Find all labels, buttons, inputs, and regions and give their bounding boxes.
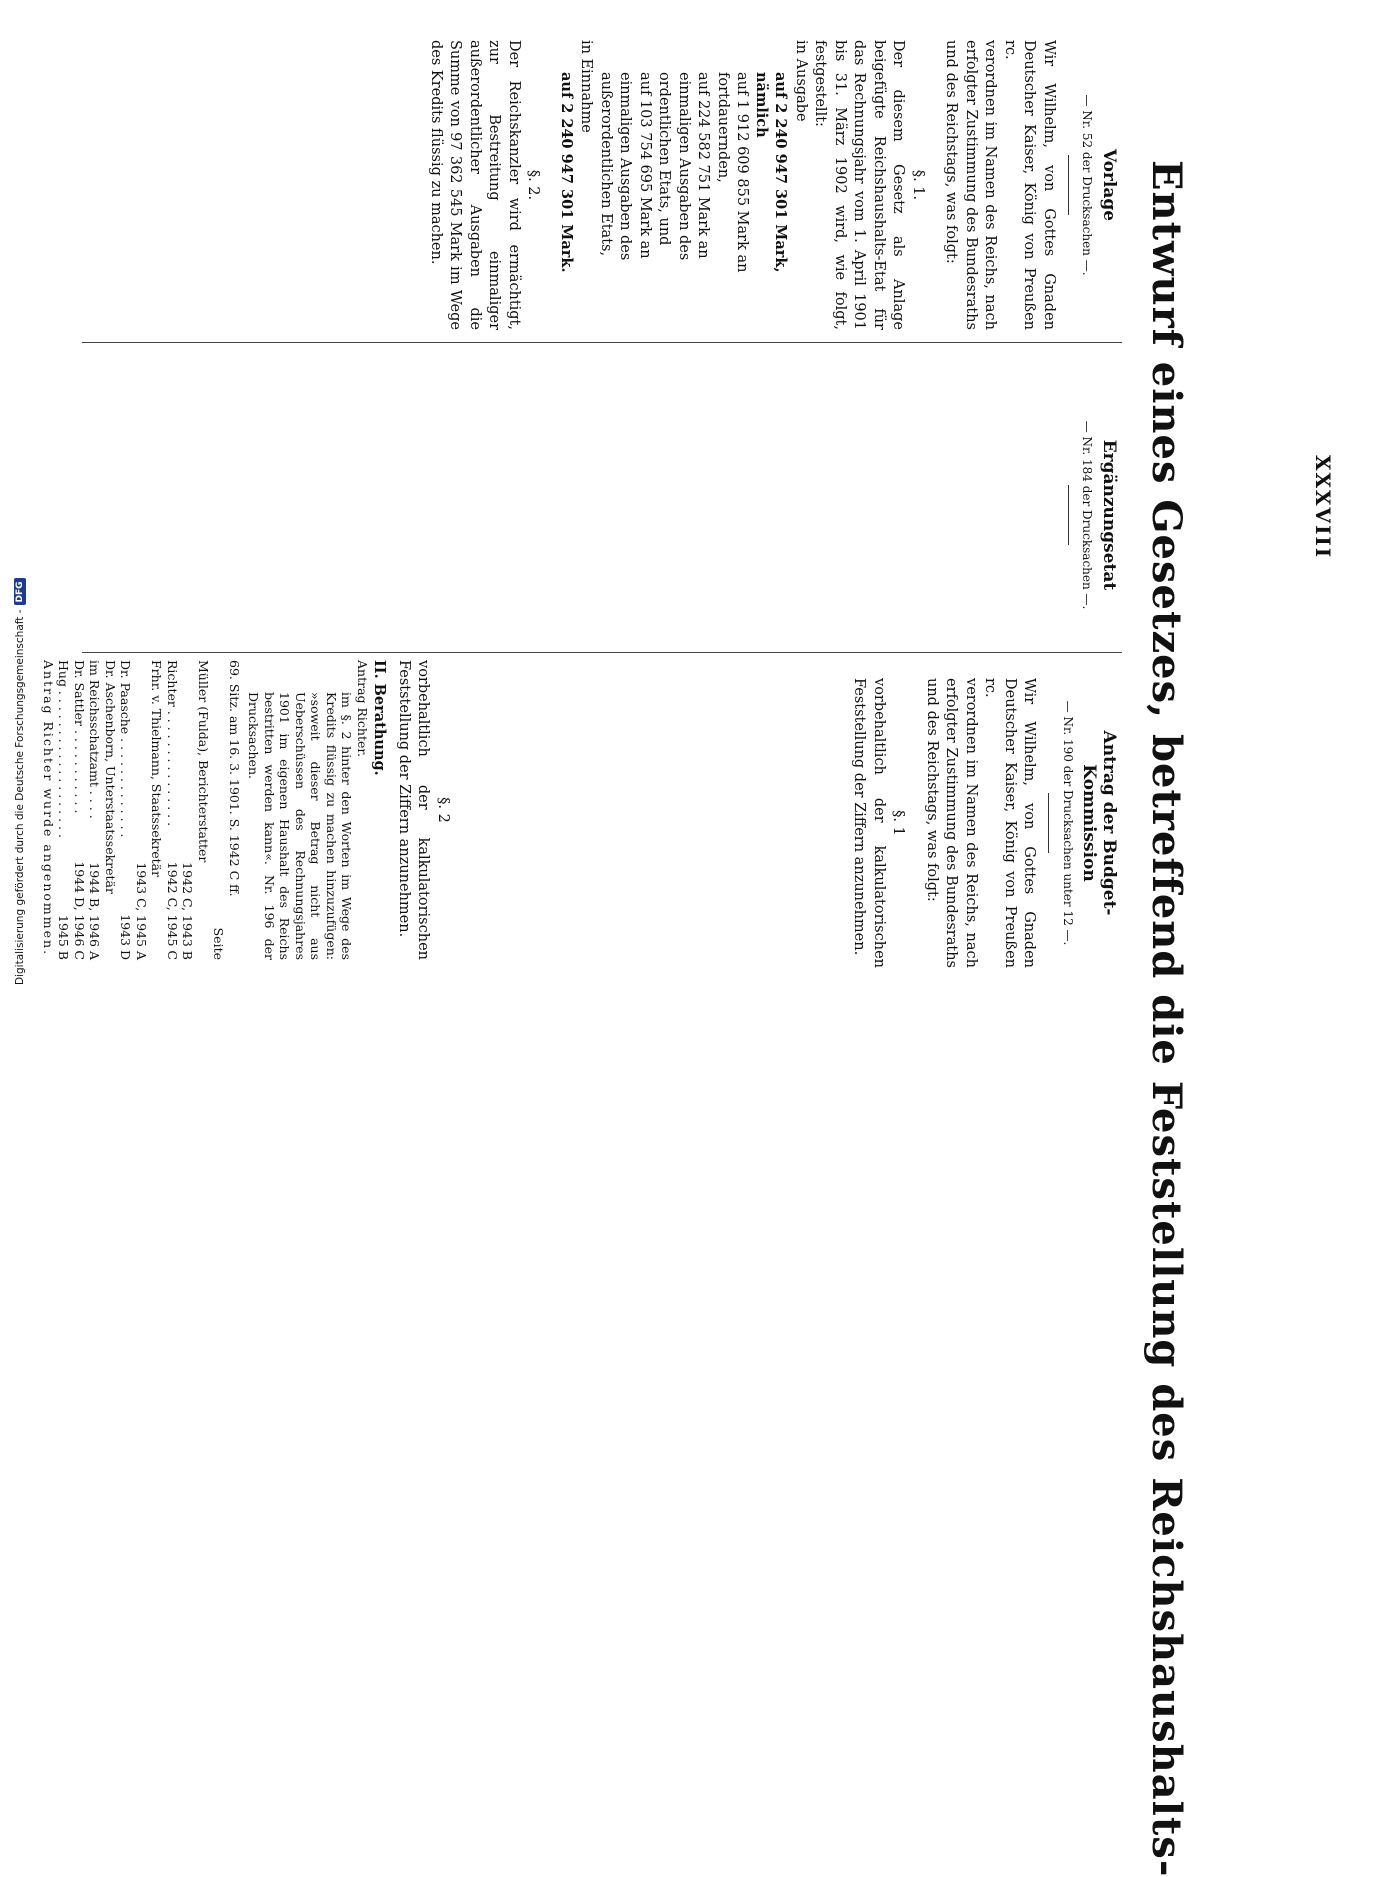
speaker-name: Dr. Aschenborn, Unterstaatssekretär xyxy=(103,660,118,894)
divider-top xyxy=(82,342,1122,343)
ausgabe-label: in Ausgabe xyxy=(793,40,809,122)
antrag-label: Antrag Richter. xyxy=(355,660,370,757)
speaker-row xyxy=(118,660,134,960)
speaker-row xyxy=(72,660,88,960)
preamble: Wir Wilhelm, von Gottes Gnaden Deutscher Kaiser, König von Preußen rc. xyxy=(982,678,1038,968)
result-text: Antrag Richter wurde angenommen. xyxy=(41,660,56,957)
paragraph-2-text: Der Reichskanzler wird ermächtigt, zur Bestreitung einmaliger außerordentlicher Ausgaben die Summe von 97 362 545 Mark im Wege des Kredits flüssig zu machen. xyxy=(428,40,522,330)
column-antrag xyxy=(849,678,1118,968)
speaker-pages: 1944 D, 1946 C xyxy=(72,861,87,960)
digitization-credit xyxy=(14,578,26,985)
speaker-pages: 1944 B, 1946 A xyxy=(87,862,103,960)
speaker-name: Frhr. v. Thielmann, Staatssekretär xyxy=(149,660,165,878)
column-heading: Vorlage xyxy=(1099,148,1119,222)
short-rule xyxy=(1068,155,1069,215)
ausgabe-fortdauernd: auf 1 912 609 855 Mark an fortdauernden, xyxy=(715,72,751,273)
column-heading: Antrag der Budget-Kommission xyxy=(1079,730,1119,916)
speaker-pages: 1943 C, 1945 A xyxy=(134,862,149,960)
ausgabe-ausserordentlich: auf 103 754 695 Mark an einmaligen Ausgaben des außerordentlichen Etats, xyxy=(598,72,653,261)
column-beratung xyxy=(41,660,583,960)
divider-bottom xyxy=(82,652,1122,653)
dfg-logo: DFG xyxy=(14,578,26,605)
speaker-row xyxy=(165,660,181,960)
speaker-name: Dr. Sattler . . . . . . . . . . . xyxy=(72,660,87,814)
speaker-pages: 1943 D xyxy=(118,914,134,960)
ausgabe-einmalig: auf 224 582 751 Mark an einmaligen Ausgaben des ordentlichen Etats, und xyxy=(656,72,712,261)
column-ergaenzungsetat xyxy=(1058,395,1118,635)
page-title: Entwurf eines Gesetzes, betreffend die Feststellung des Reichshaushalts- xyxy=(1143,160,1190,1877)
ausgabe-total: auf 2 240 947 301 Mark, nämlich xyxy=(753,72,790,273)
speaker-pages: 1945 B xyxy=(56,915,72,960)
paragraph-2-heading: §. 2 xyxy=(435,797,451,823)
preamble-text: verordnen im Namen des Reichs, nach erfolgter Zustimmung des Bundesraths und des Reichstags, was folgt: xyxy=(924,678,979,968)
speaker-name: Hug . . . . . . . . . . . . . . . . . . . xyxy=(56,660,72,838)
paragraph-1-text: Der diesem Gesetz als Anlage beigefügte Reichshaushalts-Etat für das Rechnungsjahr vom 1. April 1901 bis 31. März 1902 wird, wie folgt, festgestellt: xyxy=(812,40,907,330)
paragraph-1-heading: §. 1 xyxy=(890,810,907,836)
paragraph-2-text: vorbehaltlich der kalkulatorischen Feststellung der Ziffern anzunehmen. xyxy=(396,660,432,960)
paragraph-2-heading: §. 2. xyxy=(525,169,542,201)
sitting-info: 69. Sitz. am 16. 3. 1901. S. 1942 C ff. xyxy=(227,660,242,897)
speaker-row xyxy=(103,660,119,960)
speaker-row xyxy=(134,660,150,960)
paragraph-1-heading: §. 1. xyxy=(910,169,926,201)
document-reference: — Nr. 190 der Drucksachen unter 12 —. xyxy=(1061,700,1075,946)
antrag-text: im §. 2 hinter den Worten im Wege des Kredits flüssig zu machen hinzuzufügen: »soweit dieser Betrag nicht aus Ueberschüssen des Rechnungsjahres 1901 im eigenen Haushalt des Reichs bestritten werden kann«. Nr. 196 der Drucksachen. xyxy=(246,692,355,960)
preamble-text: verordnen im Namen des Reichs, nach erfolgter Zustimmung des Bundesraths und des Reichstags, was folgt: xyxy=(943,40,999,330)
column-heading: Ergänzungsetat xyxy=(1099,439,1119,591)
einnahme-total: auf 2 240 947 301 Mark. xyxy=(558,72,575,273)
credit-text: Digitalisierung gefördert durch die Deutsche Forschungsgemeinschaft - xyxy=(14,609,26,985)
short-rule xyxy=(1068,485,1069,545)
column-vorlage xyxy=(426,40,1119,330)
speaker-name: Richter . . . . . . . . . . . . . . . xyxy=(165,660,180,827)
speaker-name: im Reichsschatzamt . . . . xyxy=(87,660,103,819)
section-heading: II. Berathung. xyxy=(371,660,389,776)
document-reference: — Nr. 52 der Drucksachen —. xyxy=(1080,94,1095,276)
speaker-row xyxy=(196,660,212,960)
page-number: XXXVIII xyxy=(1311,455,1335,560)
preamble: Wir Wilhelm, von Gottes Gnaden Deutscher Kaiser, König von Preußen rc. xyxy=(1002,40,1057,330)
seite-label: Seite xyxy=(211,927,227,960)
speaker-row xyxy=(149,660,165,960)
einnahme-label: in Einnahme xyxy=(578,40,595,133)
short-rule xyxy=(1049,793,1050,853)
speaker-pages: 1942 C, 1943 B xyxy=(180,862,196,960)
speaker-name: Dr. Paasche . . . . . . . . . . . . . xyxy=(118,660,134,838)
speaker-row xyxy=(56,660,72,960)
speaker-pages: 1942 C, 1945 C xyxy=(165,861,180,960)
paragraph-1-text: vorbehaltlich der kalkulatorischen Feststellung der Ziffern anzunehmen. xyxy=(851,678,887,968)
speaker-name: Müller (Fulda), Berichterstatter xyxy=(196,660,211,863)
document-reference: — Nr. 184 der Drucksachen —. xyxy=(1080,420,1095,610)
speaker-row xyxy=(180,660,196,960)
speaker-row xyxy=(87,660,103,960)
